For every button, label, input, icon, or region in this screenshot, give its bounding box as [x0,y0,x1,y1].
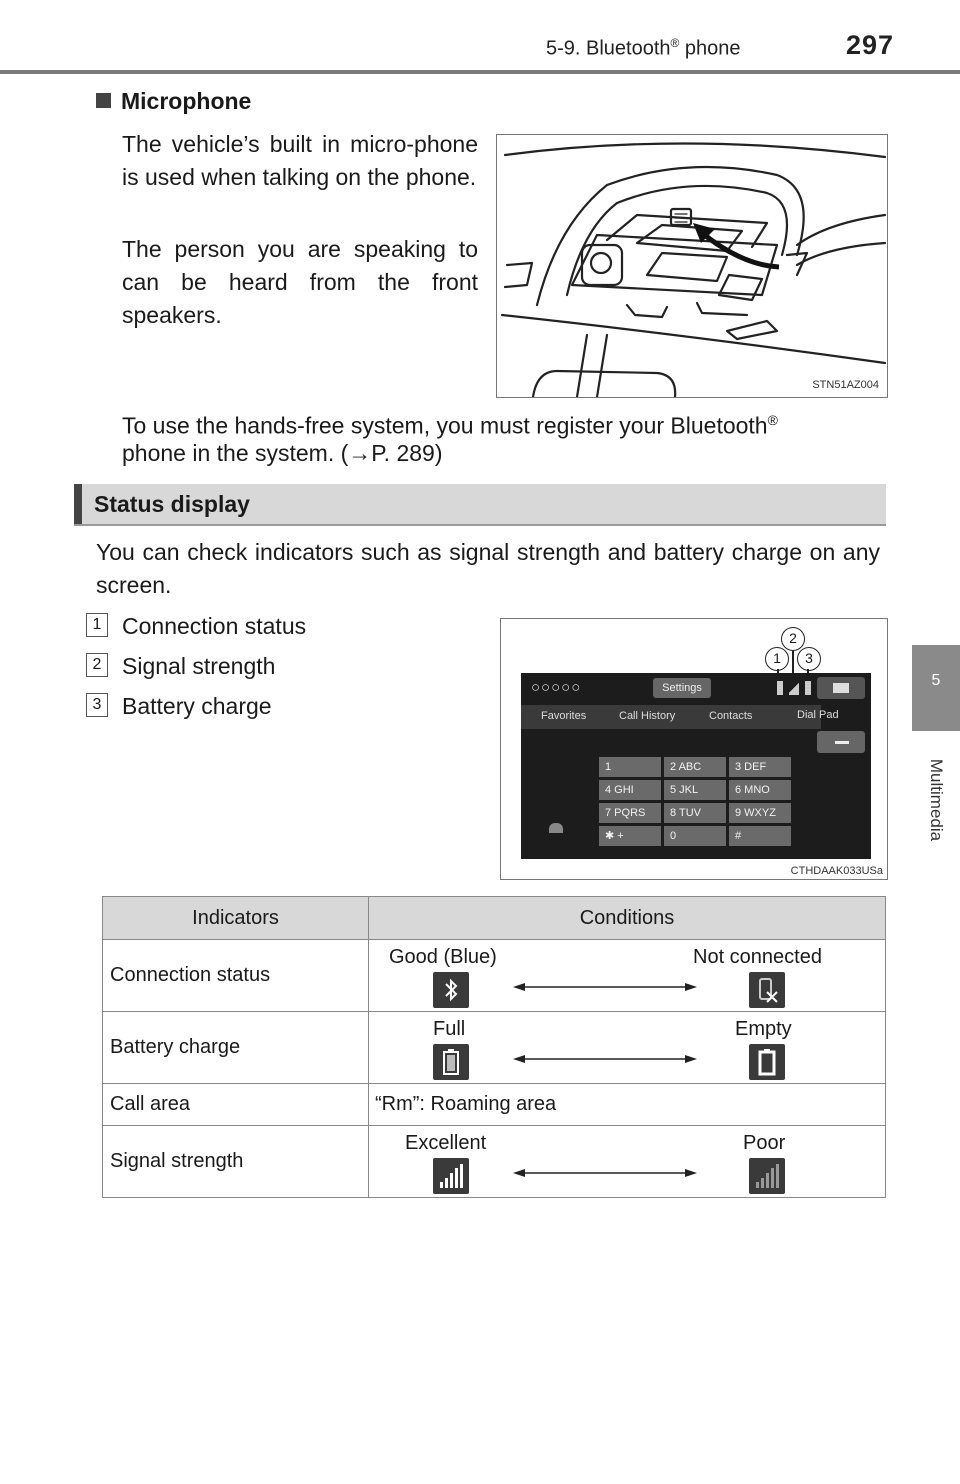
item-number-1: 1 [86,613,108,637]
register-text-line-1: To use the hands-free system, you must register your Bluetooth® [122,412,778,439]
connection-status-icon [777,681,783,695]
screen-dots: ○○○○○ [531,679,582,696]
key-9[interactable]: 9 WXYZ [729,803,791,823]
condition-cell [369,1012,886,1084]
condition-left-label: Excellent [405,1132,487,1154]
condition-cell [369,1126,886,1198]
backspace-icon [835,741,849,744]
battery-icon [805,681,811,695]
key-2[interactable]: 2 ABC [664,757,726,777]
key-5[interactable]: 5 JKL [664,780,726,800]
indicator-cell: Battery charge [103,1012,369,1084]
tab-dial-pad[interactable]: Dial Pad [797,709,839,721]
mail-icon [833,683,849,693]
key-star[interactable]: ✱ + [599,826,661,846]
microphone-paragraph-1: The vehicle’s built in micro-phone is used when talking on the phone. [122,131,478,190]
condition-cell [369,940,886,1012]
phone-screen [521,673,871,859]
phone-disconnected-icon [749,972,785,1008]
status-image-code: CTHDAAK033USa [790,865,883,877]
key-0[interactable]: 0 [664,826,726,846]
indicator-cell: Connection status [103,940,369,1012]
key-1[interactable]: 1 [599,757,661,777]
double-arrow-icon [513,980,697,994]
condition-right-label: Not connected [693,946,822,968]
condition-right-label: Empty [735,1018,792,1040]
table-row [103,1084,886,1126]
table-row [103,1126,886,1198]
table-header-row [103,897,886,940]
item-label-connection: Connection status [122,613,307,639]
condition-left-label: Full [433,1018,466,1040]
signal-full-icon [433,1158,469,1194]
tab-favorites[interactable]: Favorites [541,710,587,722]
item-number-3: 3 [86,693,108,717]
key-4[interactable]: 4 GHI [599,780,661,800]
keypad [599,757,793,846]
signal-poor-icon [749,1158,785,1194]
signal-icon [789,681,799,695]
table-row [103,940,886,1012]
screen-mail-button[interactable] [817,677,865,699]
chapter-tab-label: Multimedia [927,758,946,842]
chapter-tab-number: 5 [931,672,941,689]
key-hash[interactable]: # [729,826,791,846]
double-arrow-icon [513,1166,697,1180]
bluetooth-icon [433,972,469,1008]
item-label-battery: Battery charge [122,693,272,719]
header-rule [0,70,960,74]
hangup-icon[interactable] [549,823,563,833]
tab-call-history[interactable]: Call History [619,710,676,722]
callout-1: 1 [765,647,789,671]
tab-contacts[interactable]: Contacts [709,710,753,722]
microphone-paragraph-2: The person you are speaking to can be heard from the front speakers. [122,236,478,328]
condition-left-label: Good (Blue) [389,946,497,968]
battery-full-icon [433,1044,469,1080]
status-screen-illustration [500,618,888,880]
double-arrow-icon [513,1052,697,1066]
status-display-heading: Status display [94,491,250,517]
overhead-console-drawing [497,135,887,397]
microphone-image-code: STN51AZ004 [812,379,879,391]
square-bullet-icon [96,93,111,108]
screen-settings-button[interactable]: Settings [653,678,711,698]
battery-empty-icon [749,1044,785,1080]
indicator-cell: Call area [103,1084,369,1126]
callout-2: 2 [781,627,805,651]
item-label-signal: Signal strength [122,653,276,679]
indicator-cell: Signal strength [103,1126,369,1198]
status-display-heading-bar [74,484,886,526]
indicators-table [102,896,886,1198]
item-number-2: 2 [86,653,108,677]
status-intro: You can check indicators such as signal strength and battery charge on any screen. [96,539,880,598]
callout-3: 3 [797,647,821,671]
condition-cell: “Rm”: Roaming area [369,1084,886,1126]
running-header-section: 5-9. Bluetooth® phone [546,36,741,60]
page-number: 297 [846,30,895,60]
key-8[interactable]: 8 TUV [664,803,726,823]
key-6[interactable]: 6 MNO [729,780,791,800]
key-7[interactable]: 7 PQRS [599,803,661,823]
table-row [103,1012,886,1084]
screen-backspace-button[interactable] [817,731,865,753]
register-text-line-2: phone in the system. (→P. 289) [122,440,443,466]
header-indicators: Indicators [103,897,369,940]
condition-right-label: Poor [743,1132,786,1154]
header-conditions: Conditions [369,897,886,940]
microphone-heading: Microphone [96,88,251,115]
heading-accent [74,484,82,524]
microphone-illustration [496,134,888,398]
key-3[interactable]: 3 DEF [729,757,791,777]
